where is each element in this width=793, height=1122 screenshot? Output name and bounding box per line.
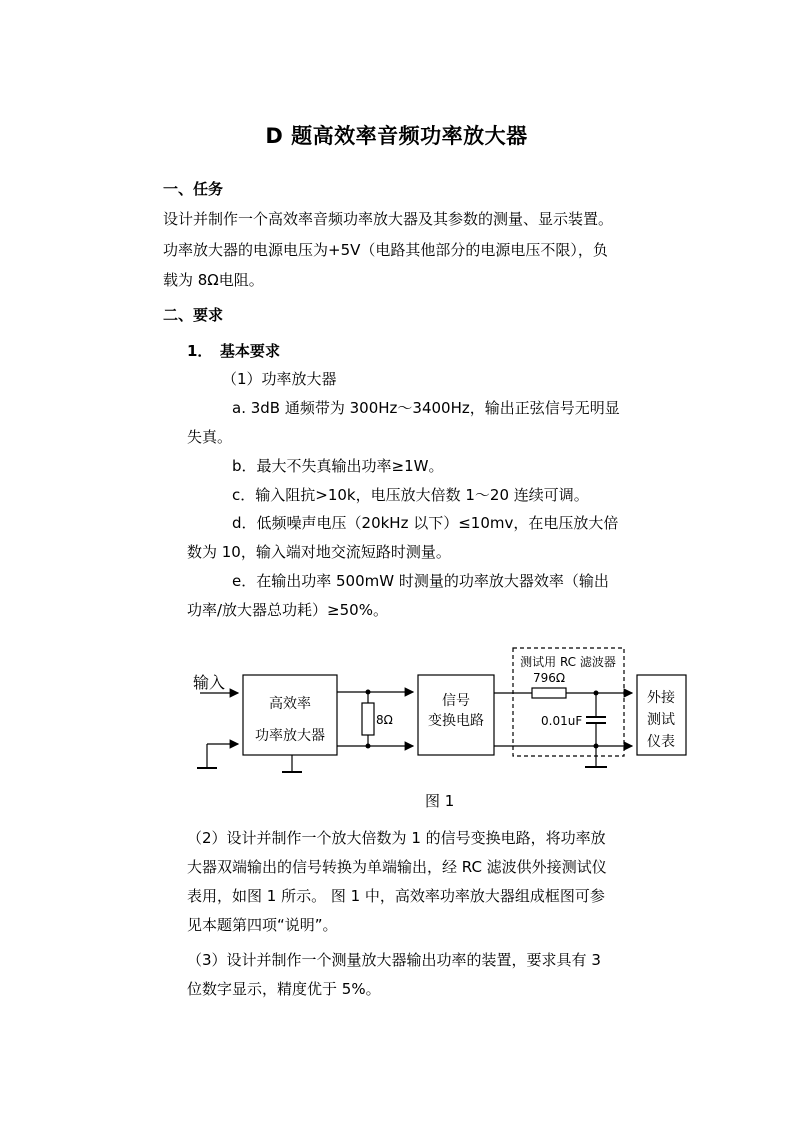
para3-line1: （3）设计并制作一个测量放大器输出功率的装置，要求具有 3 <box>187 951 601 969</box>
task-line-2: 功率放大器的电源电压为+5V（电路其他部分的电源电压不限），负 <box>163 241 608 259</box>
para2-line3: 表用，如图 1 所示。 图 1 中，高效率功率放大器组成框图可参 <box>187 887 605 905</box>
task-line-1: 设计并制作一个高效率音频功率放大器及其参数的测量、显示装置。 <box>163 210 614 228</box>
meter-label-line2: 测试 <box>647 712 675 728</box>
section-heading-requirements: 二、要求 <box>163 306 224 324</box>
meter-label-line3: 仪表 <box>647 734 675 750</box>
resistor-value-label: 796Ω <box>532 671 566 685</box>
load-label: 8Ω <box>376 713 393 727</box>
sub-heading-basic: 1． 基本要求 <box>187 342 280 360</box>
input-label: 输入 <box>193 673 226 692</box>
figure-caption: 图 1 <box>425 792 455 810</box>
requirement-d-line2: 数为 10，输入端对地交流短路时测量。 <box>187 543 451 561</box>
section-heading-task: 一、任务 <box>163 180 224 198</box>
requirement-a-line1: a. 3dB 通频带为 300Hz～3400Hz，输出正弦信号无明显 <box>232 399 620 417</box>
page-title: D 题高效率音频功率放大器 <box>265 124 528 148</box>
capacitor-value-label: 0.01uF <box>541 714 583 728</box>
converter-label-line2: 变换电路 <box>428 713 484 729</box>
item-title-amplifier: （1）功率放大器 <box>222 370 337 388</box>
amp-label-line2: 功率放大器 <box>255 728 325 744</box>
para2-line2: 大器双端输出的信号转换为单端输出，经 RC 滤波供外接测试仪 <box>187 858 607 876</box>
requirement-c: c．输入阻抗>10k，电压放大倍数 1～20 连续可调。 <box>232 486 589 504</box>
requirement-a-line2: 失真。 <box>187 428 233 446</box>
requirement-d-line1: d．低频噪声电压（20kHz 以下）≤10mv，在电压放大倍 <box>232 514 619 532</box>
task-line-3: 载为 8Ω电阻。 <box>163 271 264 289</box>
requirement-b: b．最大不失真输出功率≥1W。 <box>232 457 444 475</box>
filter-label: 测试用 RC 滤波器 <box>520 655 616 669</box>
para2-line1: （2）设计并制作一个放大倍数为 1 的信号变换电路，将功率放 <box>187 829 606 847</box>
para2-line4: 见本题第四项“说明”。 <box>187 916 338 934</box>
load-resistor <box>362 703 374 735</box>
requirement-e-line1: e．在输出功率 500mW 时测量的功率放大器效率（输出 <box>232 572 609 590</box>
para3-line2: 位数字显示，精度优于 5%。 <box>187 980 381 998</box>
converter-label-line1: 信号 <box>442 693 470 709</box>
requirement-e-line2: 功率/放大器总功耗）≥50%。 <box>187 601 388 619</box>
rc-resistor <box>532 688 566 698</box>
amp-label-line1: 高效率 <box>269 696 311 712</box>
meter-label-line1: 外接 <box>647 690 675 706</box>
